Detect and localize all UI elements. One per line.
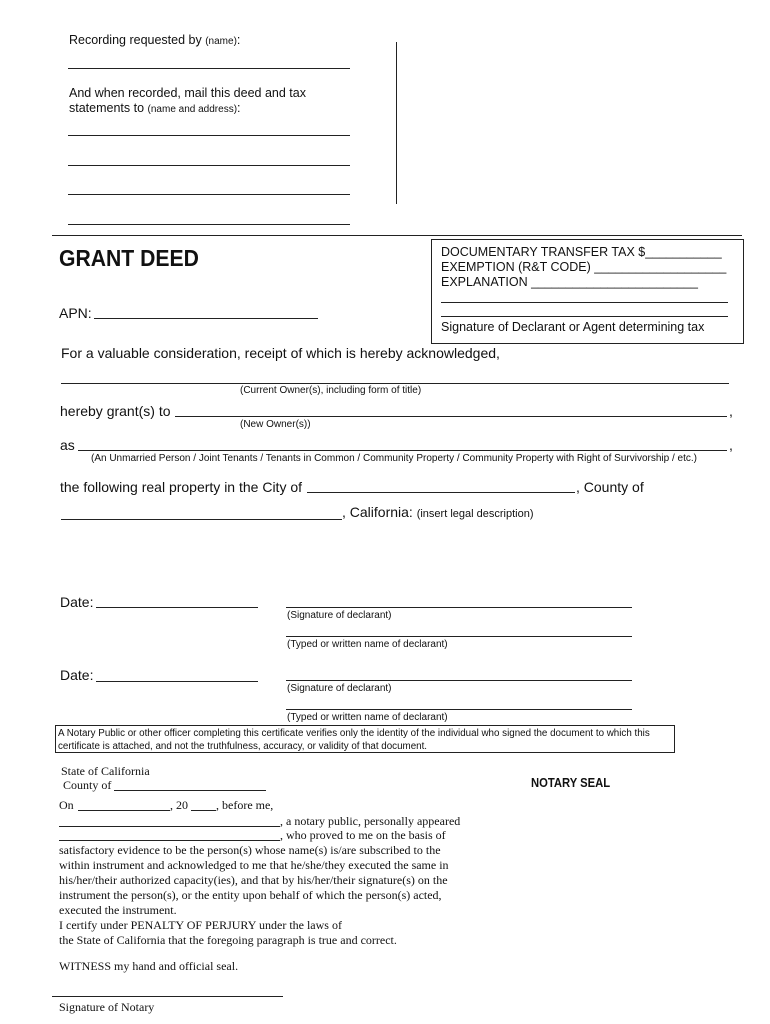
city-line[interactable]: [307, 492, 575, 493]
notary-year-line[interactable]: [191, 810, 216, 811]
vesting-hint: (An Unmarried Person / Joint Tenants / Tenants in Common / Community Property / Community Property with Right of Survivorship / etc.): [91, 453, 697, 464]
notary-signature-label: Signature of Notary: [59, 1000, 155, 1014]
typed-name-hint-2: (Typed or written name of declarant): [287, 712, 448, 723]
explanation: EXPLANATION ________________________: [441, 275, 698, 289]
notary-paragraph: satisfactory evidence to be the person(s) whose name(s) is/are subscribed to the within instrument and acknowledged to me that he/she/they executed the same in his/her/their authorized capacity(ies), and that by his/her/their signature(s) on the instrument the person(s), or the entity upon behalf of which the person(s) acted, executed the instrument. I certify under PENALTY OF PERJURY under the laws of the State of California that the foregoing paragraph is true and correct.: [59, 843, 449, 947]
notary-on-label: On: [59, 798, 74, 812]
grant-to-label: hereby grant(s) to: [60, 403, 171, 419]
signer-name-line[interactable]: [59, 840, 280, 841]
documentary-transfer-tax: DOCUMENTARY TRANSFER TAX $___________: [441, 245, 722, 259]
notary-county: County of: [63, 778, 112, 792]
current-owner-line[interactable]: [61, 383, 729, 384]
recording-divider: [396, 42, 397, 204]
signature-declarant-hint-2: (Signature of declarant): [287, 683, 392, 694]
county-line[interactable]: [61, 519, 342, 520]
mail-to-line-3[interactable]: [68, 194, 350, 195]
new-owner-hint: (New Owner(s)): [240, 419, 311, 430]
notary-signature-line[interactable]: [52, 996, 283, 997]
explanation-line-3[interactable]: [441, 316, 728, 317]
date-label-1: Date:: [60, 594, 94, 610]
date-line-1[interactable]: [96, 607, 258, 608]
property-city-label: the following real property in the City of: [60, 479, 303, 495]
typed-name-line-2[interactable]: [286, 709, 632, 710]
header-rule: [52, 235, 742, 236]
notary-name-line[interactable]: [59, 826, 280, 827]
signature-line-1[interactable]: [286, 607, 632, 608]
grant-comma: ,: [729, 403, 733, 419]
signature-line-2[interactable]: [286, 680, 632, 681]
typed-name-hint-1: (Typed or written name of declarant): [287, 639, 448, 650]
transfer-tax-lines: [441, 245, 726, 290]
requested-by-line[interactable]: [68, 68, 350, 69]
notary-county-line[interactable]: [114, 790, 266, 791]
date-label-2: Date:: [60, 667, 94, 683]
apn-line[interactable]: [94, 318, 318, 319]
declarant-signature-label: Signature of Declarant or Agent determining tax: [441, 320, 705, 334]
date-line-2[interactable]: [96, 681, 258, 682]
california-label: , California: (insert legal description): [342, 504, 534, 520]
notary-venue: [61, 764, 150, 792]
exemption-code: EXEMPTION (R&T CODE) ___________________: [441, 260, 727, 274]
mail-to-line-2[interactable]: [68, 165, 350, 166]
notary-witness: WITNESS my hand and official seal.: [59, 959, 239, 973]
notary-before-me: , before me,: [216, 798, 274, 812]
notary-seal-label: NOTARY SEAL: [531, 776, 611, 790]
explanation-line-2[interactable]: [441, 302, 728, 303]
notary-proved: , who proved to me on the basis of: [280, 828, 446, 842]
as-label: as: [60, 437, 75, 453]
notary-notice-box: A Notary Public or other officer completing this certificate verifies only the identity of the individual who signed the document to which this certificate is attached, and not the truthfulness, accuracy, or validity of that document.: [55, 725, 675, 753]
new-owner-line[interactable]: [175, 416, 727, 417]
current-owner-hint: (Current Owner(s), including form of title): [240, 385, 422, 396]
county-of-label: , County of: [576, 479, 644, 495]
notary-year-label: , 20: [170, 798, 188, 812]
page-title: GRANT DEED: [59, 245, 199, 271]
recording-requested-label: Recording requested by (name):: [69, 33, 241, 47]
signature-declarant-hint-1: (Signature of declarant): [287, 610, 392, 621]
typed-name-line-1[interactable]: [286, 636, 632, 637]
notary-state: State of California: [61, 764, 150, 778]
mail-to-label: And when recorded, mail this deed and tax statements to (name and address):: [69, 86, 306, 115]
notary-date-line[interactable]: [78, 810, 170, 811]
vesting-line[interactable]: [78, 450, 727, 451]
consideration-text: For a valuable consideration, receipt of which is hereby acknowledged,: [61, 345, 500, 361]
notary-appeared: , a notary public, personally appeared: [280, 814, 461, 828]
mail-to-line-4[interactable]: [68, 224, 350, 225]
mail-to-line-1[interactable]: [68, 135, 350, 136]
apn-label: APN:: [59, 305, 92, 321]
vesting-comma: ,: [729, 437, 733, 453]
